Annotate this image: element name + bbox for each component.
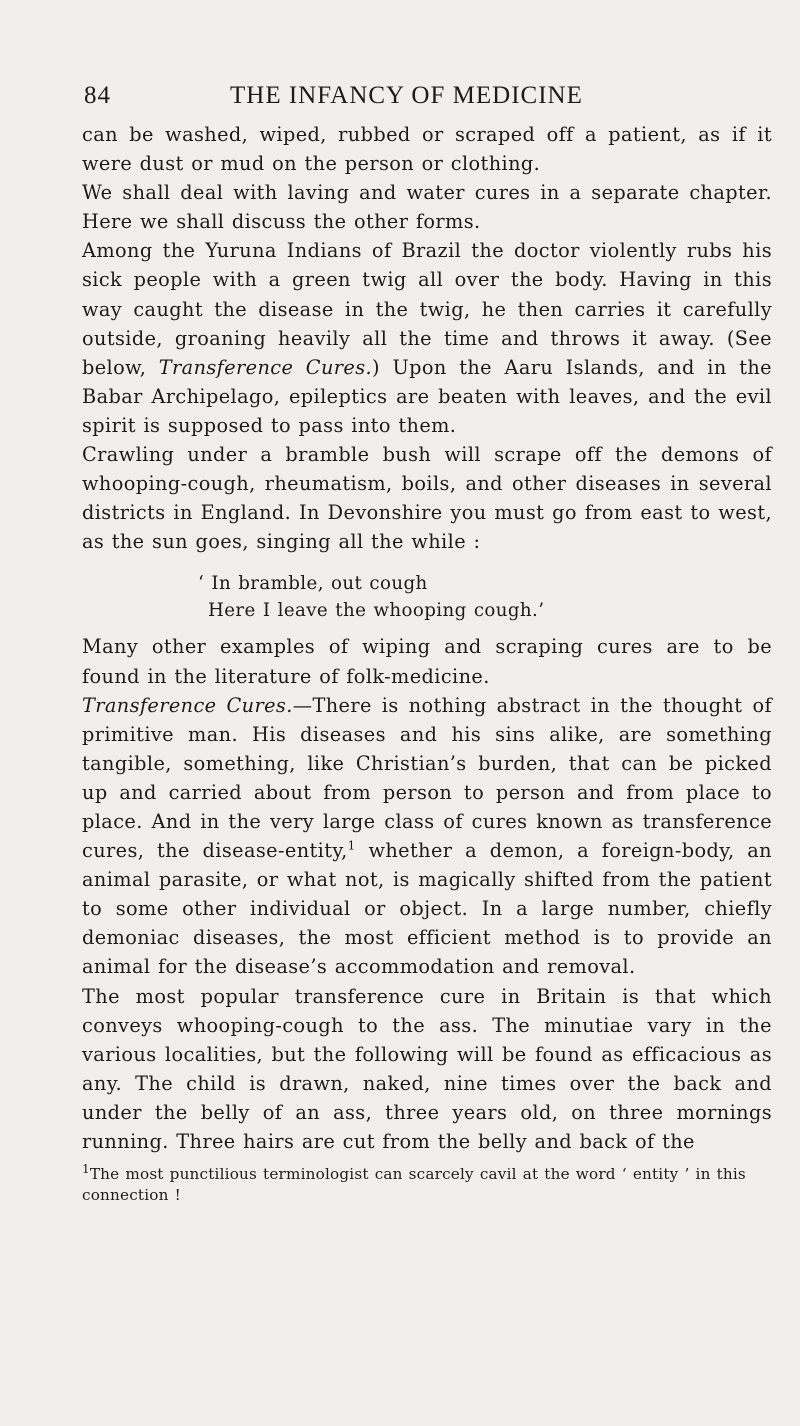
footnote (82, 1164, 772, 1206)
book-page (82, 78, 772, 1206)
footnote-marker: 1 (347, 838, 356, 853)
paragraph: Crawling under a bramble bush will scrape off the demons of whooping-cough, rheumatism, boils, and other diseases in several districts in England. In Devonshire you must go from east to west, as the sun goes, singing all the while : (82, 443, 772, 554)
paragraph: can be washed, wiped, rubbed or scraped off a patient, as if it were dust or mud on the person or clothing. (82, 123, 772, 176)
body-text (82, 120, 772, 1206)
verse-line: Here I leave the whooping cough.’ (208, 600, 545, 622)
section-heading: Transference Cures. (82, 693, 293, 717)
verse-quotation (82, 570, 772, 624)
footnote-text: The most punctilious terminologist can scarcely cavil at the word ‘ entity ’ in this connection ! (82, 1165, 746, 1205)
paragraph: The most popular transference cure in Britain is that which conveys whooping-cough to the ass. The minutiae vary in the various localities, but the following will be found as efficacious as any. The child is drawn, naked, nine times over the back and under the belly of an ass, three years old, on three mornings running. Three hairs are cut from the belly and back of the (82, 984, 772, 1153)
verse-line: ‘ In bramble, out cough (198, 573, 428, 595)
running-title: THE INFANCY OF MEDICINE (230, 82, 583, 109)
paragraph: Among the Yuruna Indians of Brazil the doctor violently rubs his sick people with a green twig all over the body. Having in this way caught the disease in the twig, he then carries it carefully outside, groaning heavily all the time and throws it away. (See below, Transference Cures.) Upon the Aaru Islands, and in the Babar Archipelago, epileptics are beaten with leaves, and the evil spirit is supposed to pass into them. (82, 239, 772, 437)
italic-reference: Transference Cures. (158, 355, 373, 379)
page-number: 84 (84, 82, 111, 109)
paragraph: Many other examples of wiping and scraping cures are to be found in the literature of folk-medicine. (82, 635, 772, 688)
paragraph: Transference Cures.—There is nothing abstract in the thought of primitive man. His diseases and his sins alike, are something tangible, something, like Christian’s burden, that can be picked up and carried about from person to person and from place to place. And in the very large class of cures known as transference cures, the disease-entity,$^1$ whether a demon, a foreign-body, an animal parasite, or what not, is magically shifted from the patient to some other individual or object. In a large number, chiefly demoniac diseases, the most efficient method is to provide an animal for the disease’s accommodation and removal. (82, 693, 772, 979)
paragraph: We shall deal with laving and water cures in a separate chapter. Here we shall discuss the other forms. (82, 181, 772, 234)
footnote-number: 1 (82, 1162, 90, 1177)
running-header (82, 78, 772, 120)
